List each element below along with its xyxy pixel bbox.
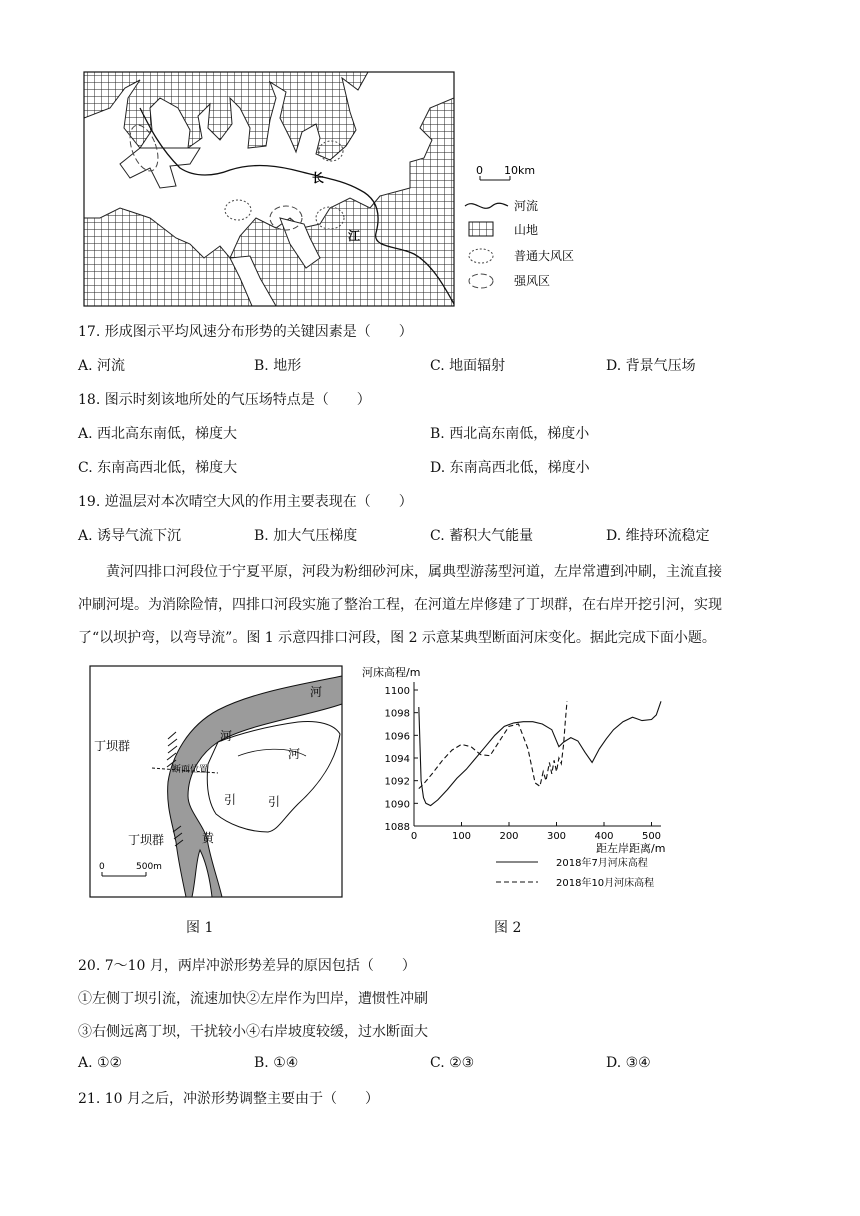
label-groin: 丁坝群 [128, 833, 165, 847]
figure-2-chart [356, 662, 686, 902]
label-he: 河 [220, 729, 233, 743]
chart-ylabel: 河床高程/m [362, 666, 421, 679]
question-19-stem: 19. 逆温层对本次晴空大风的作用主要表现在（ ） [78, 494, 413, 510]
figure-1-svg [88, 664, 344, 899]
x-tick-label: 100 [451, 831, 472, 842]
y-tick-label: 1092 [384, 776, 410, 788]
passage-line: 黄河四排口河段位于宁夏平原，河段为粉细砂河床，属典型游荡型河道，左岸常遭到冲刷，主流直接 [106, 564, 722, 580]
q20-option-d[interactable]: D. ③④ [606, 1055, 651, 1071]
label-section: 断面位置 [172, 765, 209, 775]
question-18-stem: 18. 图示时刻该地所处的气压场特点是（ ） [78, 392, 371, 408]
question-21-stem: 21. 10 月之后，冲淤形势调整主要由于（ ） [78, 1091, 379, 1107]
river-label: 长 [312, 171, 325, 185]
q19-option-a[interactable]: A. 诱导气流下沉 [78, 528, 182, 544]
series-jul-2018-line [419, 701, 661, 805]
passage-line: 了“以坝护弯，以弯导流”。图 1 示意四排口河段，图 2 示意某典型断面河床变化。据此完成下面小题。 [78, 630, 716, 646]
question-20-stem: 20. 7～10 月，两岸冲淤形势差异的原因包括（ ） [78, 958, 416, 974]
label-groin: 丁坝群 [94, 739, 131, 753]
q18-option-a[interactable]: A. 西北高东南低，梯度大 [78, 426, 238, 442]
q17-option-a[interactable]: A. 河流 [78, 358, 126, 374]
q18-option-b[interactable]: B. 西北高东南低，梯度小 [430, 426, 590, 442]
y-tick-label: 1090 [384, 799, 410, 811]
x-tick-label: 200 [499, 831, 519, 842]
figure-2-caption: 图 2 [494, 920, 522, 936]
legend-label: 山地 [514, 223, 539, 237]
y-tick-label: 1094 [384, 754, 410, 765]
legend-label: 河流 [514, 199, 539, 213]
scale-zero: 0 [476, 164, 483, 177]
wind-map-figure [80, 68, 620, 310]
river-label: 江 [348, 229, 361, 243]
grid-square-icon [469, 222, 493, 236]
x-tick-label: 300 [546, 831, 567, 842]
scale-distance: 10km [504, 164, 536, 177]
q18-option-d[interactable]: D. 东南高西北低，梯度小 [430, 460, 590, 476]
series-oct-2018-line [419, 701, 567, 788]
y-tick-label: 1088 [384, 822, 410, 833]
label-yin: 引 [224, 793, 237, 807]
scale-zero: 0 [99, 862, 105, 872]
q17-option-d[interactable]: D. 背景气压场 [606, 358, 696, 374]
river-line-icon [465, 203, 508, 208]
y-tick-label: 1096 [384, 731, 410, 743]
q19-option-c[interactable]: C. 蓄积大气能量 [430, 528, 534, 544]
label-yin: 引 [268, 795, 281, 809]
figure-1 [88, 664, 344, 899]
y-tick-label: 1100 [384, 686, 410, 697]
label-he: 河 [288, 747, 301, 761]
dashed-ellipse-icon [469, 274, 493, 288]
q20-option-c[interactable]: C. ②③ [430, 1055, 475, 1071]
passage [78, 556, 788, 655]
q17-option-c[interactable]: C. 地面辐射 [430, 358, 506, 374]
x-tick-label: 400 [594, 831, 614, 842]
label-he: 河 [310, 685, 323, 699]
label-huang: 黄 [202, 831, 215, 845]
legend-label: 强风区 [514, 274, 551, 288]
dotted-ellipse-icon [469, 249, 493, 263]
x-tick-label: 0 [410, 831, 418, 842]
question-20-statement: ①左侧丁坝引流，流速加快②左岸作为凹岸，遭惯性冲刷 [78, 991, 428, 1007]
legend-label: 2018年7月河床高程 [556, 858, 648, 869]
y-tick-label: 1098 [384, 708, 410, 720]
q20-option-b[interactable]: B. ①④ [254, 1055, 299, 1071]
legend-label: 2018年10月河床高程 [556, 878, 655, 889]
question-20-statement: ③右侧远离丁坝，干扰较小④右岸坡度较缓，过水断面大 [78, 1024, 428, 1040]
question-17-stem: 17. 形成图示平均风速分布形势的关键因素是（ ） [78, 324, 413, 340]
q20-option-a[interactable]: A. ①② [78, 1055, 123, 1071]
q18-option-c[interactable]: C. 东南高西北低，梯度大 [78, 460, 238, 476]
wind-map-svg [80, 68, 620, 310]
q17-option-b[interactable]: B. 地形 [254, 358, 302, 374]
passage-line: 冲刷河堤。为消除险情，四排口河段实施了整治工程，在河道左岸修建了丁坝群，在右岸开挖引河，实现 [78, 597, 722, 613]
figure-1-caption: 图 1 [186, 920, 214, 936]
q19-option-b[interactable]: B. 加大气压梯度 [254, 528, 358, 544]
legend-label: 普通大风区 [514, 249, 575, 263]
q19-option-d[interactable]: D. 维持环流稳定 [606, 528, 710, 544]
scale-distance: 500m [136, 862, 162, 872]
x-tick-label: 500 [641, 831, 662, 842]
chart-svg [356, 662, 686, 902]
chart-xlabel: 距左岸距离/m [596, 842, 666, 855]
